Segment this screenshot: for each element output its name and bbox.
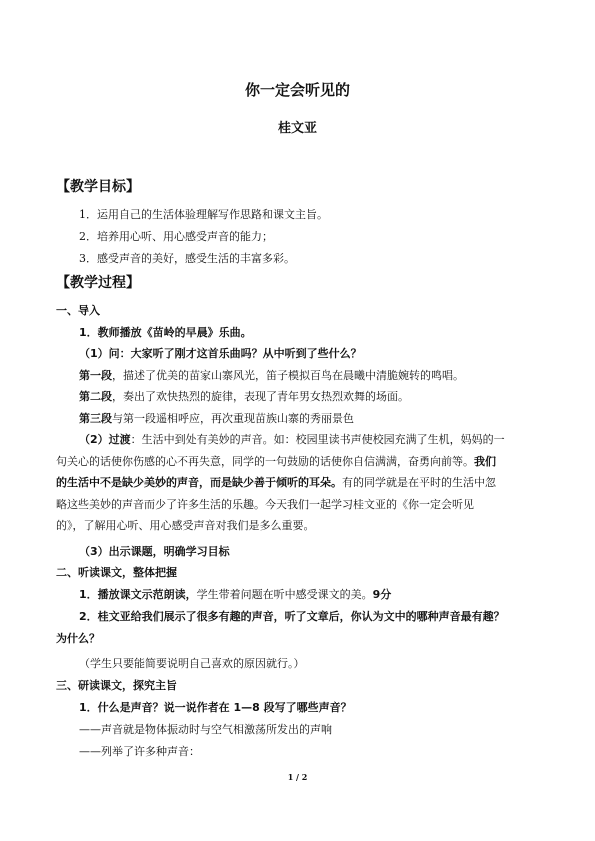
transition-line-3 [56, 475, 496, 491]
section-1-title: 一、导入 [56, 304, 100, 317]
transition-line-2 [56, 454, 496, 470]
transition-text-1: ：生活中到处有美妙的声音。如：校园里读书声使校园充满了生机，妈妈的一 [130, 433, 505, 446]
document-author: 桂文亚 [277, 121, 317, 136]
section-1-point-3: （3）出示课题，明确学习目标 [79, 545, 230, 558]
section-2-point-2-line-1: 2．桂文亚给我们展示了很多有趣的声音，听了文章后，你认为文中的哪种声音最有趣？ [79, 610, 505, 623]
section-2-title: 二、听读课文，整体把握 [56, 566, 177, 579]
music-paragraph-1 [79, 368, 464, 384]
goal-item: 2．培养用心听、用心感受声音的能力； [79, 230, 273, 243]
process-heading: 【教学过程】 [56, 275, 140, 291]
goal-item: 3．感受声音的美好，感受生活的丰富多彩。 [79, 252, 295, 265]
section-2-score: 9分 [372, 588, 392, 601]
section-3-title: 三、研读课文，探究主旨 [56, 679, 177, 692]
document-title: 你一定会听见的 [244, 81, 350, 99]
transition-line-5: 的》，了解用心听、用心感受声音对我们是多么重要。 [56, 519, 315, 532]
section-1-question-1: （1）问：大家听了刚才这首乐曲吗？从中听到了些什么？ [79, 347, 362, 360]
music-paragraph-1-label: 第一段 [79, 369, 112, 382]
section-2-point-1-bold: 1．播放课文示范朗读， [79, 588, 197, 601]
music-paragraph-3-label: 第三段 [79, 412, 112, 425]
section-3-answer-1: ——声音就是物体振动时与空气相激荡所发出的声响 [79, 723, 332, 736]
section-1-point-1: 1．教师播放《苗岭的早晨》乐曲。 [79, 326, 252, 339]
transition-text-3: 有的同学就是在平时的生活中忽 [342, 476, 496, 489]
transition-text-2: 句关心的话使你伤感的心不再失意，同学的一句鼓励的话使你自信满满，奋勇向前等。 [56, 455, 474, 468]
music-paragraph-1-text: ，描述了优美的苗家山寨风光，笛子模拟百鸟在晨曦中清脆婉转的鸣唱。 [112, 369, 464, 382]
transition-bold-2: 我们 [474, 455, 496, 468]
goal-item: 1．运用自己的生活体验理解写作思路和课文主旨。 [79, 208, 328, 221]
transition-line-4: 略这些美妙的声音而少了许多生活的乐趣。今天我们一起学习桂文亚的《你一定会听见 [56, 498, 474, 511]
music-paragraph-2-label: 第二段 [79, 390, 112, 403]
section-2-point-1 [79, 587, 391, 603]
section-2-note: （学生只要能简要说明自己喜欢的原因就行。） [79, 657, 305, 670]
goals-heading: 【教学目标】 [56, 179, 140, 195]
music-paragraph-3 [79, 411, 354, 427]
page-number: 1 / 2 [287, 772, 308, 782]
music-paragraph-2 [79, 389, 409, 405]
music-paragraph-2-text: ，奏出了欢快热烈的旋律，表现了青年男女热烈欢舞的场面。 [112, 390, 409, 403]
section-3-answer-2: ——列举了许多种声音： [79, 745, 200, 758]
transition-bold-3: 的生活中不是缺少美妙的声音，而是缺少善于倾听的耳朵。 [56, 476, 342, 489]
section-2-point-1-text: 学生带着问题在听中感受课文的美。 [196, 588, 373, 601]
transition-label: （2）过渡 [79, 433, 131, 446]
music-paragraph-3-text: 与第一段遥相呼应，再次重现苗族山寨的秀丽景色 [112, 412, 354, 425]
section-2-point-2-line-2: 为什么？ [56, 632, 100, 645]
transition-line-1 [79, 432, 505, 448]
section-3-question-1: 1．什么是声音？说一说作者在 1—8 段写了哪些声音？ [79, 701, 352, 714]
